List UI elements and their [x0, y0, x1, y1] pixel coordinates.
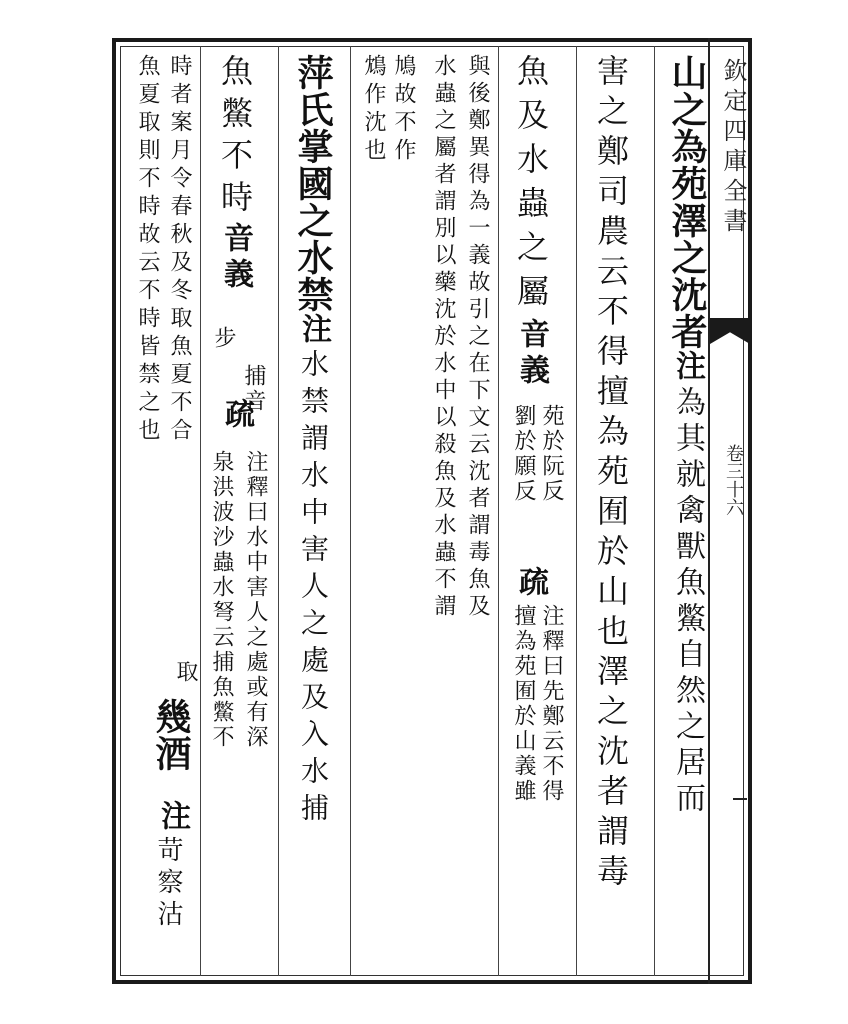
shu-final-a: 時者案月令春秋及冬取魚夏不合	[167, 54, 192, 446]
yinyi-marker: 音義	[514, 318, 549, 390]
pronunciation-note: 取	[173, 660, 198, 685]
commentary-text: 害之鄭司農云不得擅為苑囿於山也澤之沈者謂毒	[592, 54, 630, 894]
commentary-text: 水禁謂水中害人之處及入水捕	[297, 349, 330, 830]
margin-volume: 卷三十六	[723, 444, 744, 516]
text-column-3	[508, 54, 554, 974]
shu-marker: 疏	[513, 566, 548, 602]
commentary-marker: 注	[296, 313, 331, 349]
yinyi-marker: 音義	[218, 222, 253, 294]
classic-text: 萍氏掌國之水禁	[292, 54, 334, 313]
shu-continued-b: 水蟲之屬者謂別以藥沈於水中以殺魚及水蟲不謂	[431, 54, 456, 621]
commentary-text: 為其就禽獸魚鱉自然之居而	[670, 386, 705, 818]
shu-text-b: 擅為苑囿於山義雖	[511, 604, 536, 804]
classic-text: 幾酒	[150, 698, 192, 772]
text-column-2	[588, 54, 634, 974]
margin-tick	[733, 798, 747, 800]
shu-continued-a: 與後鄭異得為一義故引之在下文云沈者謂毒魚及	[465, 54, 490, 621]
column-rule	[498, 46, 499, 976]
commentary-marker: 注	[155, 800, 190, 836]
shu-text-a: 注釋曰先鄭云不得	[539, 604, 564, 804]
classic-text: 山之為苑澤之沈者	[666, 54, 708, 350]
shu-end-a: 鳩故不作	[391, 54, 416, 166]
text-column-1	[662, 54, 713, 974]
column-rule	[654, 46, 655, 976]
commentary-text: 魚及水蟲之屬	[512, 54, 550, 318]
margin-book-title: 欽定四庫全書	[719, 58, 747, 238]
column-rule	[576, 46, 577, 976]
column-rule	[200, 46, 201, 976]
pronunciation-note-b: 步	[211, 326, 236, 351]
commentary-text: 苛察沽	[153, 836, 183, 932]
shu-final-b: 魚夏取則不時故云不時皆禁之也	[135, 54, 160, 446]
column-rule	[278, 46, 279, 976]
shu-end-b: 鴆作沈也	[361, 54, 386, 166]
commentary-text: 魚鱉不時	[216, 54, 254, 222]
shu-text-b: 泉洪波沙蟲水弩云捕魚鱉不	[209, 450, 234, 750]
text-column-6	[288, 54, 339, 974]
shu-text-a: 注釋曰水中害人之處或有深	[243, 450, 268, 750]
commentary-marker: 注	[670, 350, 705, 386]
column-rule	[350, 46, 351, 976]
pronunciation-note-a: 苑於阮反	[539, 404, 564, 504]
shu-marker: 疏	[219, 398, 254, 434]
pronunciation-note-b: 劉於願反	[511, 404, 536, 504]
pronunciation-note-a: 捕音	[241, 364, 266, 414]
